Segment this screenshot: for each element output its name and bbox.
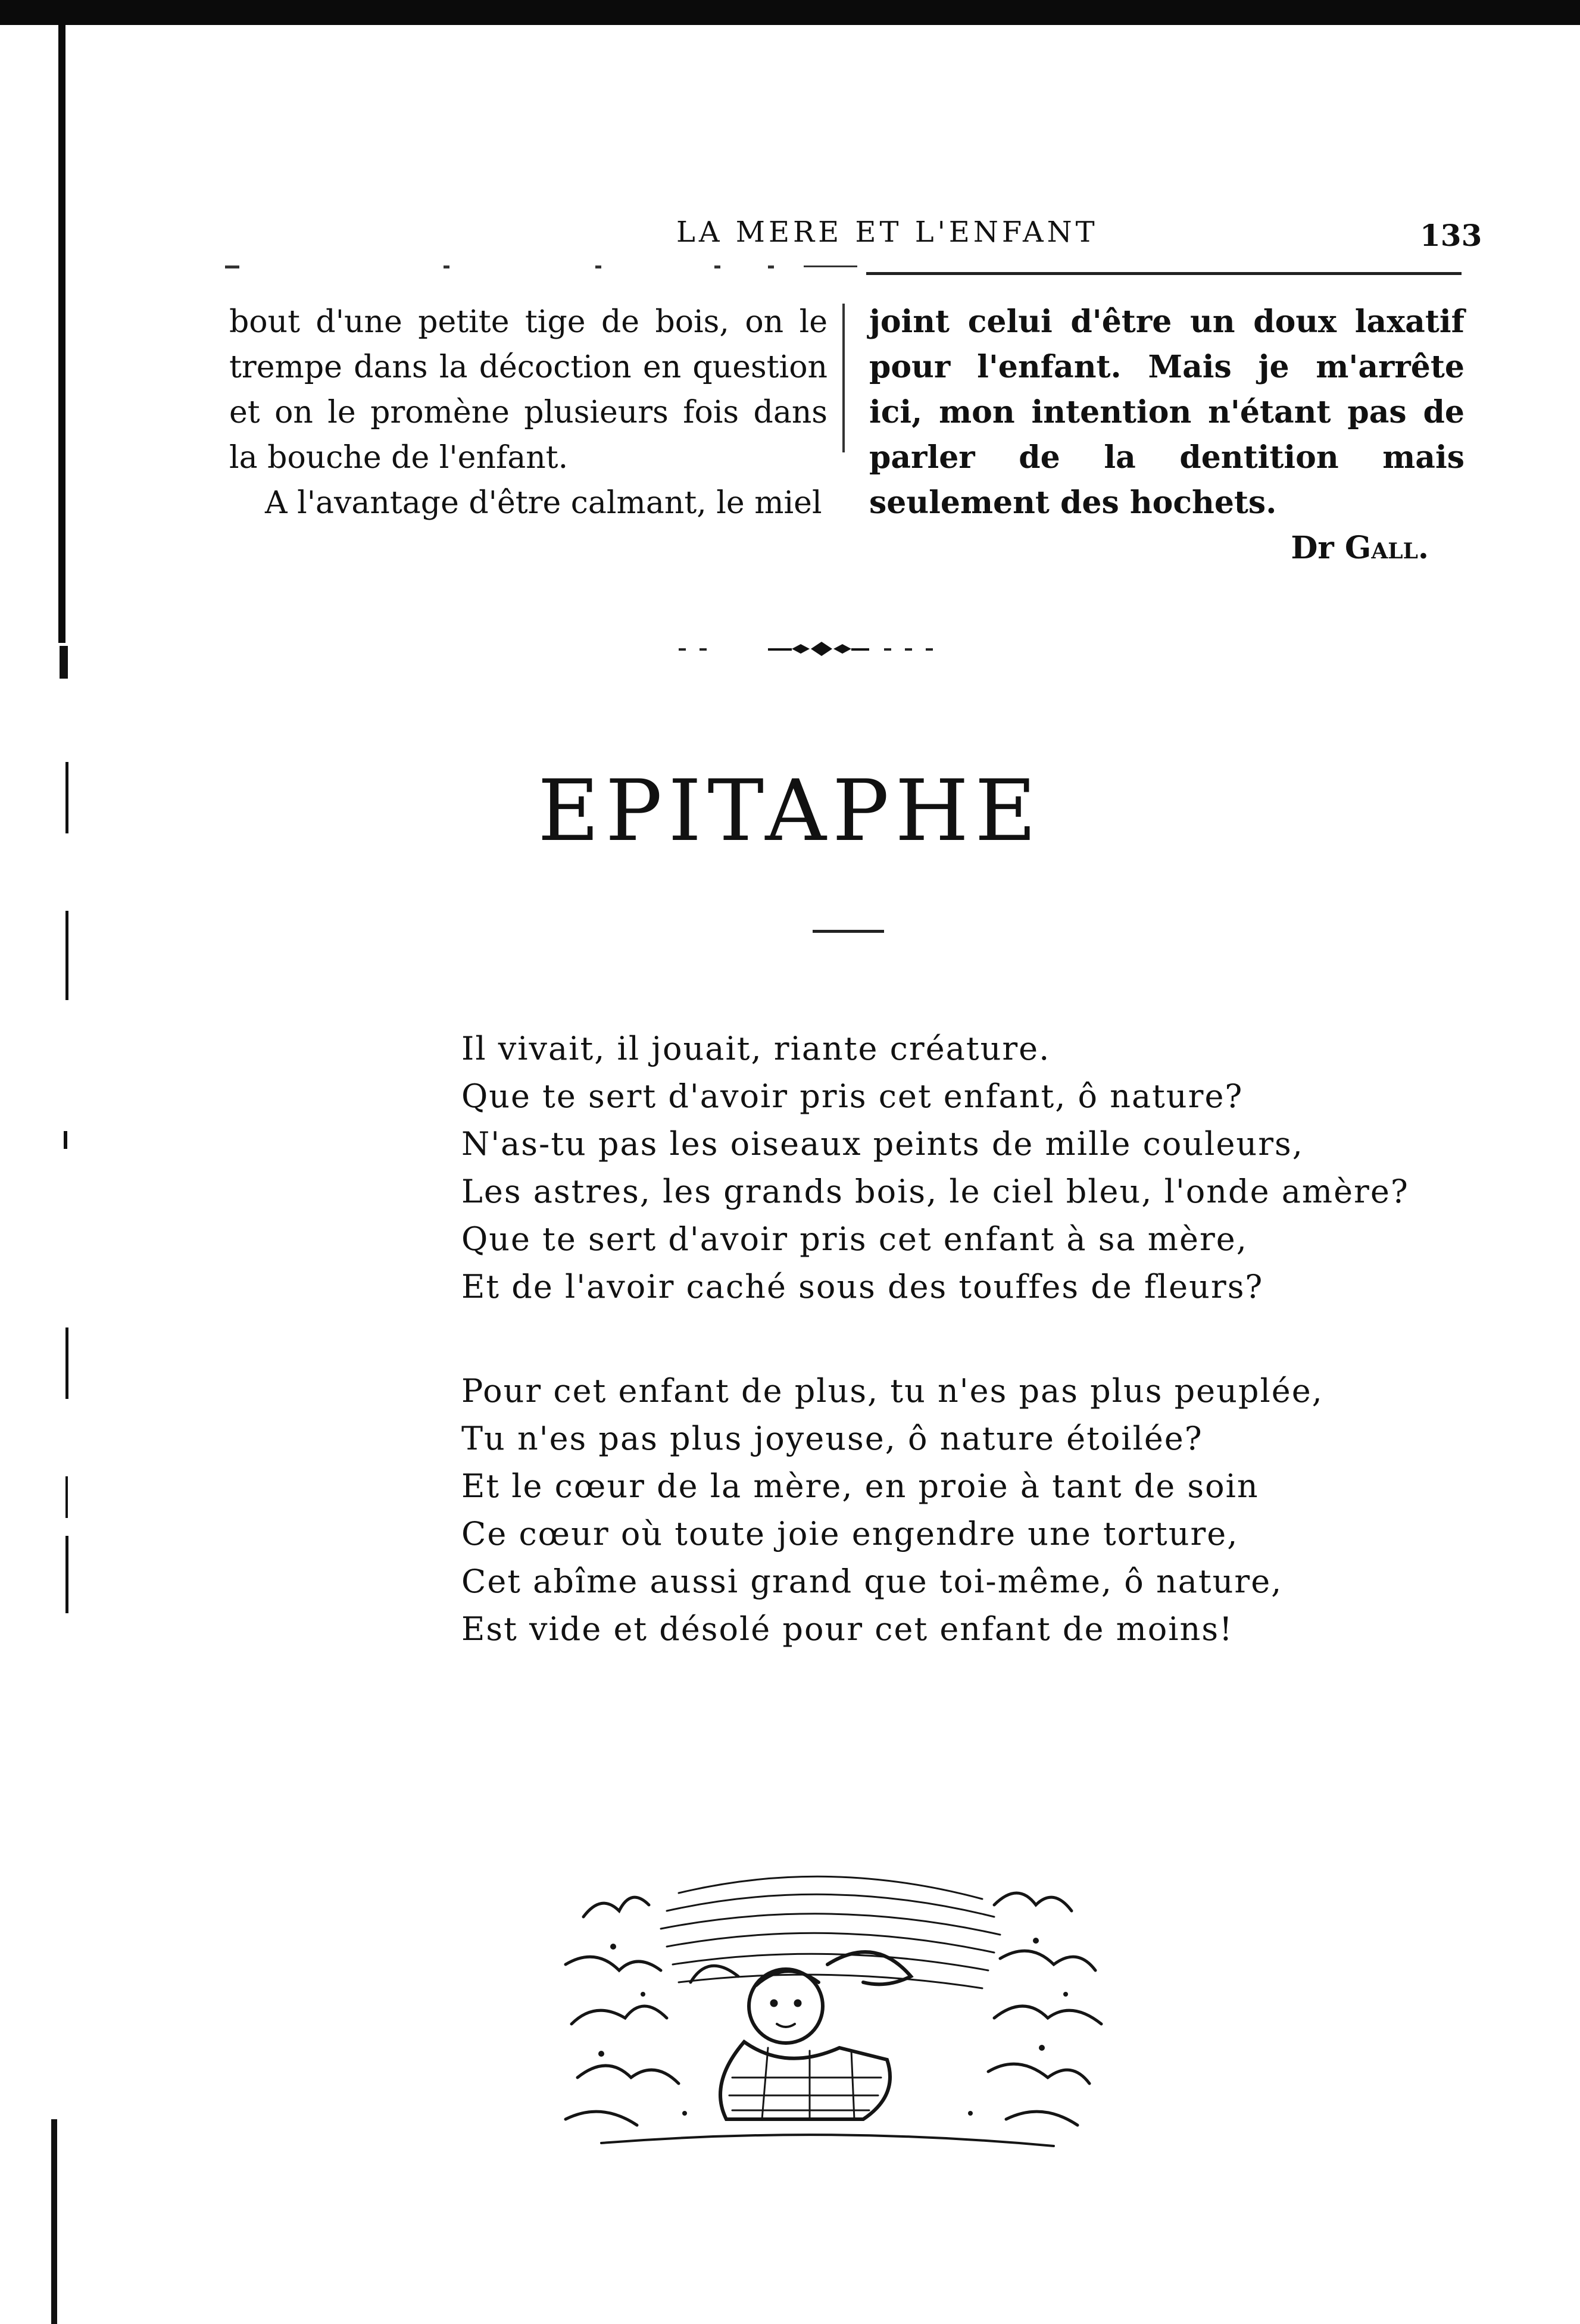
poem-stanza-1 <box>461 1025 1409 1311</box>
ornament-divider-icon <box>679 631 935 667</box>
header-rule-fragment <box>444 265 449 268</box>
header-rule-fragment <box>768 265 774 268</box>
scan-margin-mark <box>65 911 68 1000</box>
poem-line: Que te sert d'avoir pris cet enfant à sa mère, <box>461 1220 1248 1258</box>
scan-margin-mark <box>65 1536 68 1613</box>
header-rule-fragment <box>804 265 857 267</box>
poem-line: Et le cœur de la mère, en proie à tant de soin <box>461 1467 1259 1505</box>
header-rule-fragment <box>595 265 601 268</box>
header-rule-fragment <box>714 265 720 268</box>
poem-line: Ce cœur où toute joie engendre une torture, <box>461 1515 1239 1553</box>
scan-margin-mark <box>65 1327 68 1399</box>
scan-left-margin-rule <box>58 24 65 643</box>
poem-line: Est vide et désolé pour cet enfant de moins! <box>461 1610 1234 1648</box>
header-rule <box>866 272 1462 275</box>
right-paragraph: joint celui d'être un doux laxatif pour l'enfant. Mais je m'arrête ici, mon intention n'étant pas de parler de la dentition mais seulement des hochets. <box>869 304 1465 521</box>
poem-line: Cet abîme aussi grand que toi-même, ô nature, <box>461 1563 1283 1600</box>
right-column <box>869 299 1465 571</box>
poem-line: Que te sert d'avoir pris cet enfant, ô nature? <box>461 1077 1244 1115</box>
signature-prefix: Dr <box>1291 530 1345 566</box>
poem-line: Il vivait, il jouait, riante créature. <box>461 1030 1051 1067</box>
poem-stanza-2 <box>461 1367 1323 1653</box>
scan-margin-mark <box>60 646 68 679</box>
header-rule-fragment <box>225 265 239 268</box>
poem-line: Tu n'es pas plus joyeuse, ô nature étoilée? <box>461 1420 1203 1457</box>
title-rule <box>813 930 884 933</box>
author-signature <box>869 526 1465 571</box>
scan-margin-mark <box>65 1476 68 1518</box>
left-column <box>229 299 828 526</box>
poem-line: Pour cet enfant de plus, tu n'es pas plus peuplée, <box>461 1372 1323 1410</box>
column-divider <box>842 304 845 452</box>
poem-line: Les astres, les grands bois, le ciel bleu, l'onde amère? <box>461 1173 1409 1210</box>
left-paragraph: bout d'une petite tige de bois, on le trempe dans la décoction en question et on le promène plusieurs fois dans la bouche de l'enfant. <box>229 304 828 476</box>
poem-line: N'as-tu pas les oiseaux peints de mille couleurs, <box>461 1125 1304 1163</box>
poem-line: Et de l'avoir caché sous des touffes de fleurs? <box>461 1268 1264 1305</box>
left-paragraph-continued: A l'avantage d'être calmant, le miel <box>265 485 822 521</box>
poem-title: EPITAPHE <box>538 762 1042 860</box>
page-number: 133 <box>1420 218 1482 253</box>
scan-left-edge <box>51 2119 57 2324</box>
scan-margin-mark <box>64 1131 67 1149</box>
scan-top-border <box>0 0 1580 25</box>
engraving-vignette-icon <box>530 1845 1125 2161</box>
running-head: LA MERE ET L'ENFANT <box>676 215 1098 249</box>
signature-name: Gall. <box>1344 530 1429 566</box>
